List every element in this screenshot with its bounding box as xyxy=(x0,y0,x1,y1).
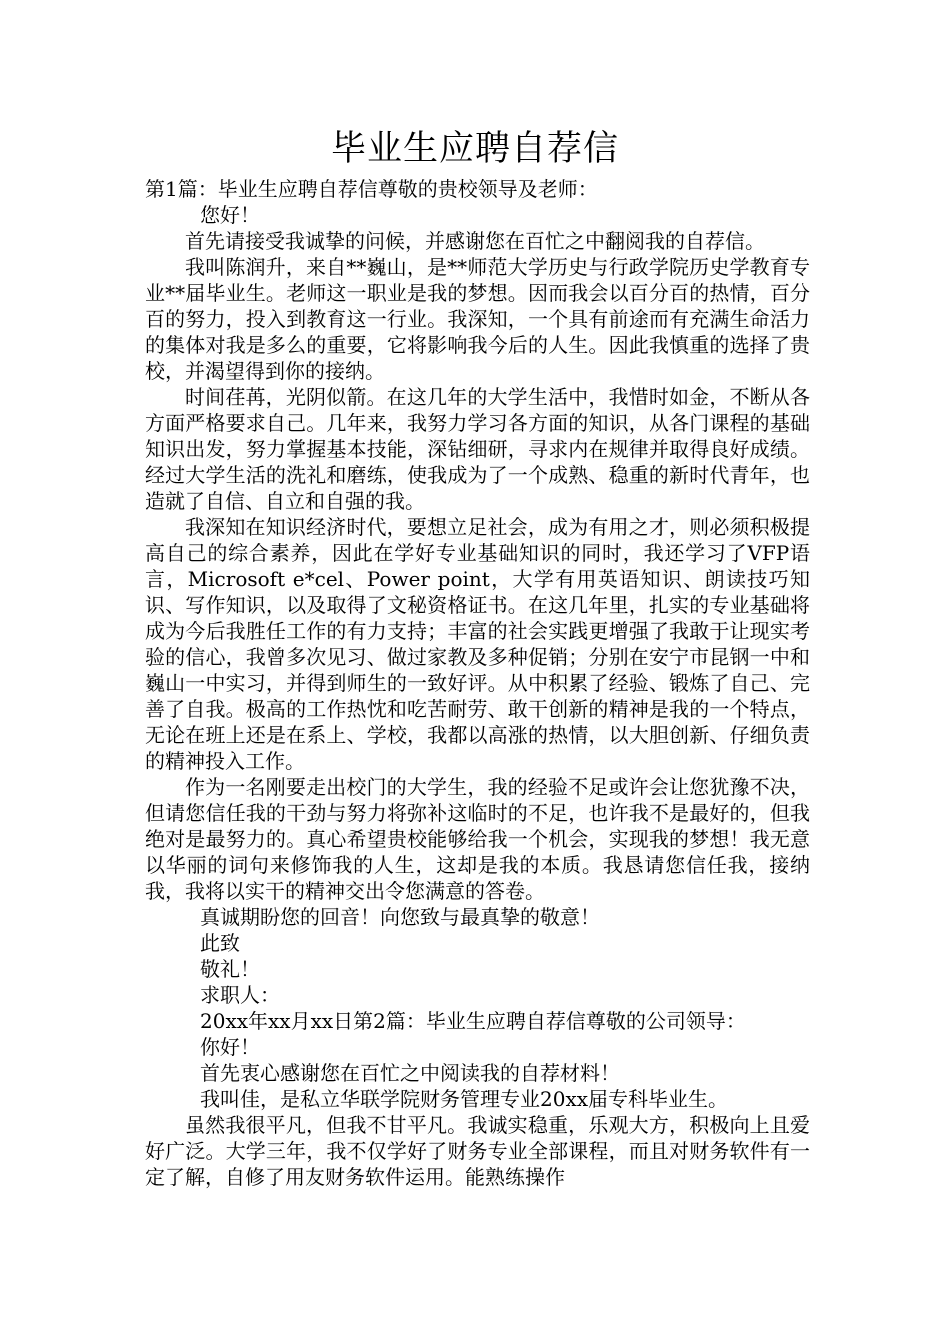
paragraph-6: 作为一名刚要走出校门的大学生，我的经验不足或许会让您犹豫不决，但请您信任我的干劲与努力将弥补这临时的不足，也许我不是最好的，但我绝对是最努力的。真心希望贵校能够给我一个机会，实现我的梦想！我无意以华丽的词句来修饰我的人生，这却是我的本质。我恳请您信任我，接纳我，我将以实干的精神交出令您满意的答卷。 xyxy=(145,775,810,903)
closing-line-2: 此致 xyxy=(200,931,240,955)
letter-2-paragraph-1: 虽然我很平凡，但我不甘平凡。我诚实稳重，乐观大方，积极向上且爱好广泛。大学三年，我不仅学好了财务专业全部课程，而且对财务软件有一定了解，自修了用友财务软件运用。能熟练操作 xyxy=(145,1113,810,1189)
signature-label: 求职人： xyxy=(200,983,280,1007)
greeting-2: 你好！ xyxy=(200,1035,260,1059)
paragraph-4: 时间荏苒，光阴似箭。在这几年的大学生活中，我惜时如金，不断从各方面严格要求自己。几年来，我努力学习各方面的知识，从各门课程的基础知识出发，努力掌握基本技能，深钻细研，寻求内在规律并取得良好成绩。经过大学生活的洗礼和磨练，使我成为了一个成熟、稳重的新时代青年，也造就了自信、自立和自强的我。 xyxy=(145,385,810,513)
greeting-1: 您好！ xyxy=(200,203,260,227)
paragraph-3: 我叫陈润升，来自**巍山，是**师范大学历史与行政学院历史学教育专业**届毕业生。老师这一职业是我的梦想。因而我会以百分百的热情，百分百的努力，投入到教育这一行业。我深知，一个具有前途而有充满生命活力的集体对我是多么的重要，它将影响我今后的人生。因此我慎重的选择了贵校，并渴望得到你的接纳。 xyxy=(145,255,810,383)
paragraph-2: 首先请接受我诚挚的问候，并感谢您在百忙之中翻阅我的自荐信。 xyxy=(185,229,765,253)
date-and-letter-2-heading: 20xx年xx月xx日第2篇：毕业生应聘自荐信尊敬的公司领导： xyxy=(200,1009,746,1033)
paragraph-5: 我深知在知识经济时代，要想立足社会，成为有用之才，则必须积极提高自己的综合素养，因此在学好专业基础知识的同时，我还学习了VFP语言，Microsoft e*cel、Power point，大学有用英语知识、朗读技巧知识、写作知识，以及取得了文秘资格证书。在这几年里，扎实的专业基础将成为今后我胜任工作的有力支持；丰富的社会实践更增强了我敢于让现实考验的信心，我曾多次见习、做过家教及多种促销；分别在安宁市昆钢一中和巍山一中实习，并得到师生的一致好评。从中积累了经验、锻炼了自己、完善了自我。极高的工作热忱和吃苦耐劳、敢干创新的精神是我的一个特点，无论在班上还是在系上、学校，我都以高涨的热情，以大胆创新、仔细负责的精神投入工作。 xyxy=(145,515,810,773)
letter-2-line-2: 我叫佳，是私立华联学院财务管理专业20xx届专科毕业生。 xyxy=(200,1087,729,1111)
closing-line-1: 真诚期盼您的回音！向您致与最真挚的敬意！ xyxy=(200,905,600,929)
document-title: 毕业生应聘自荐信 xyxy=(330,129,619,169)
letter-2-line-1: 首先衷心感谢您在百忙之中阅读我的自荐材料！ xyxy=(200,1061,620,1085)
paragraph-1: 第1篇：毕业生应聘自荐信尊敬的贵校领导及老师： xyxy=(145,177,598,201)
closing-line-3: 敬礼！ xyxy=(200,957,260,981)
document-body xyxy=(145,176,810,1190)
